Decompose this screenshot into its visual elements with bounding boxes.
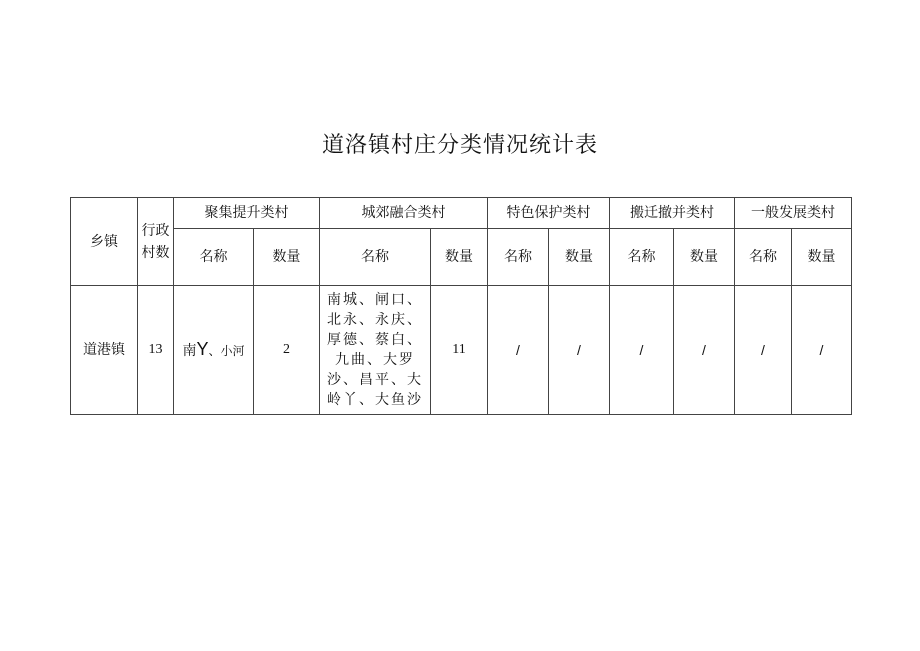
- cell-suburban-count: 11: [431, 286, 488, 415]
- subheader-name: 名称: [320, 229, 431, 286]
- subheader-count: 数量: [431, 229, 488, 286]
- cell-cluster-count: 2: [254, 286, 320, 415]
- cluster-name-part1: 南: [182, 343, 197, 359]
- header-category-relocation-merge: 搬迁撤并类村: [610, 198, 735, 229]
- village-classification-table: [70, 197, 852, 415]
- header-category-cluster-upgrade: 聚集提升类村: [174, 198, 320, 229]
- header-row-subheaders: [71, 229, 852, 286]
- cell-relocation-names: /: [610, 286, 674, 415]
- table-row: [71, 286, 852, 415]
- cell-feature-names: /: [488, 286, 549, 415]
- subheader-name: 名称: [610, 229, 674, 286]
- header-row-categories: [71, 198, 852, 229]
- document-title: 道洛镇村庄分类情况统计表: [321, 133, 598, 158]
- cell-relocation-count: /: [674, 286, 735, 415]
- cluster-name-part3: 、小河: [208, 344, 245, 358]
- cluster-name-part2: Y: [196, 339, 209, 359]
- subheader-name: 名称: [174, 229, 254, 286]
- subheader-count: 数量: [674, 229, 735, 286]
- cell-general-names: /: [735, 286, 792, 415]
- cell-feature-count: /: [549, 286, 610, 415]
- cell-cluster-names: [174, 286, 254, 415]
- header-admin-village-count: [138, 198, 174, 286]
- cell-general-count: /: [792, 286, 852, 415]
- header-category-feature-protection: 特色保护类村: [488, 198, 610, 229]
- header-admin-line2: 村数: [141, 244, 170, 261]
- cell-township: 道港镇: [71, 286, 138, 415]
- header-category-suburban-integration: 城郊融合类村: [320, 198, 488, 229]
- subheader-count: 数量: [254, 229, 320, 286]
- subheader-name: 名称: [735, 229, 792, 286]
- cell-suburban-names: 南城、闸口、北永、永庆、厚德、蔡白、九曲、大罗沙、昌平、大岭丫、大鱼沙: [320, 286, 431, 415]
- subheader-count: 数量: [792, 229, 852, 286]
- header-township: 乡镇: [71, 198, 138, 286]
- header-admin-line1: 行政: [141, 222, 170, 239]
- subheader-count: 数量: [549, 229, 610, 286]
- cell-admin-count: 13: [138, 286, 174, 415]
- subheader-name: 名称: [488, 229, 549, 286]
- header-category-general-development: 一般发展类村: [735, 198, 852, 229]
